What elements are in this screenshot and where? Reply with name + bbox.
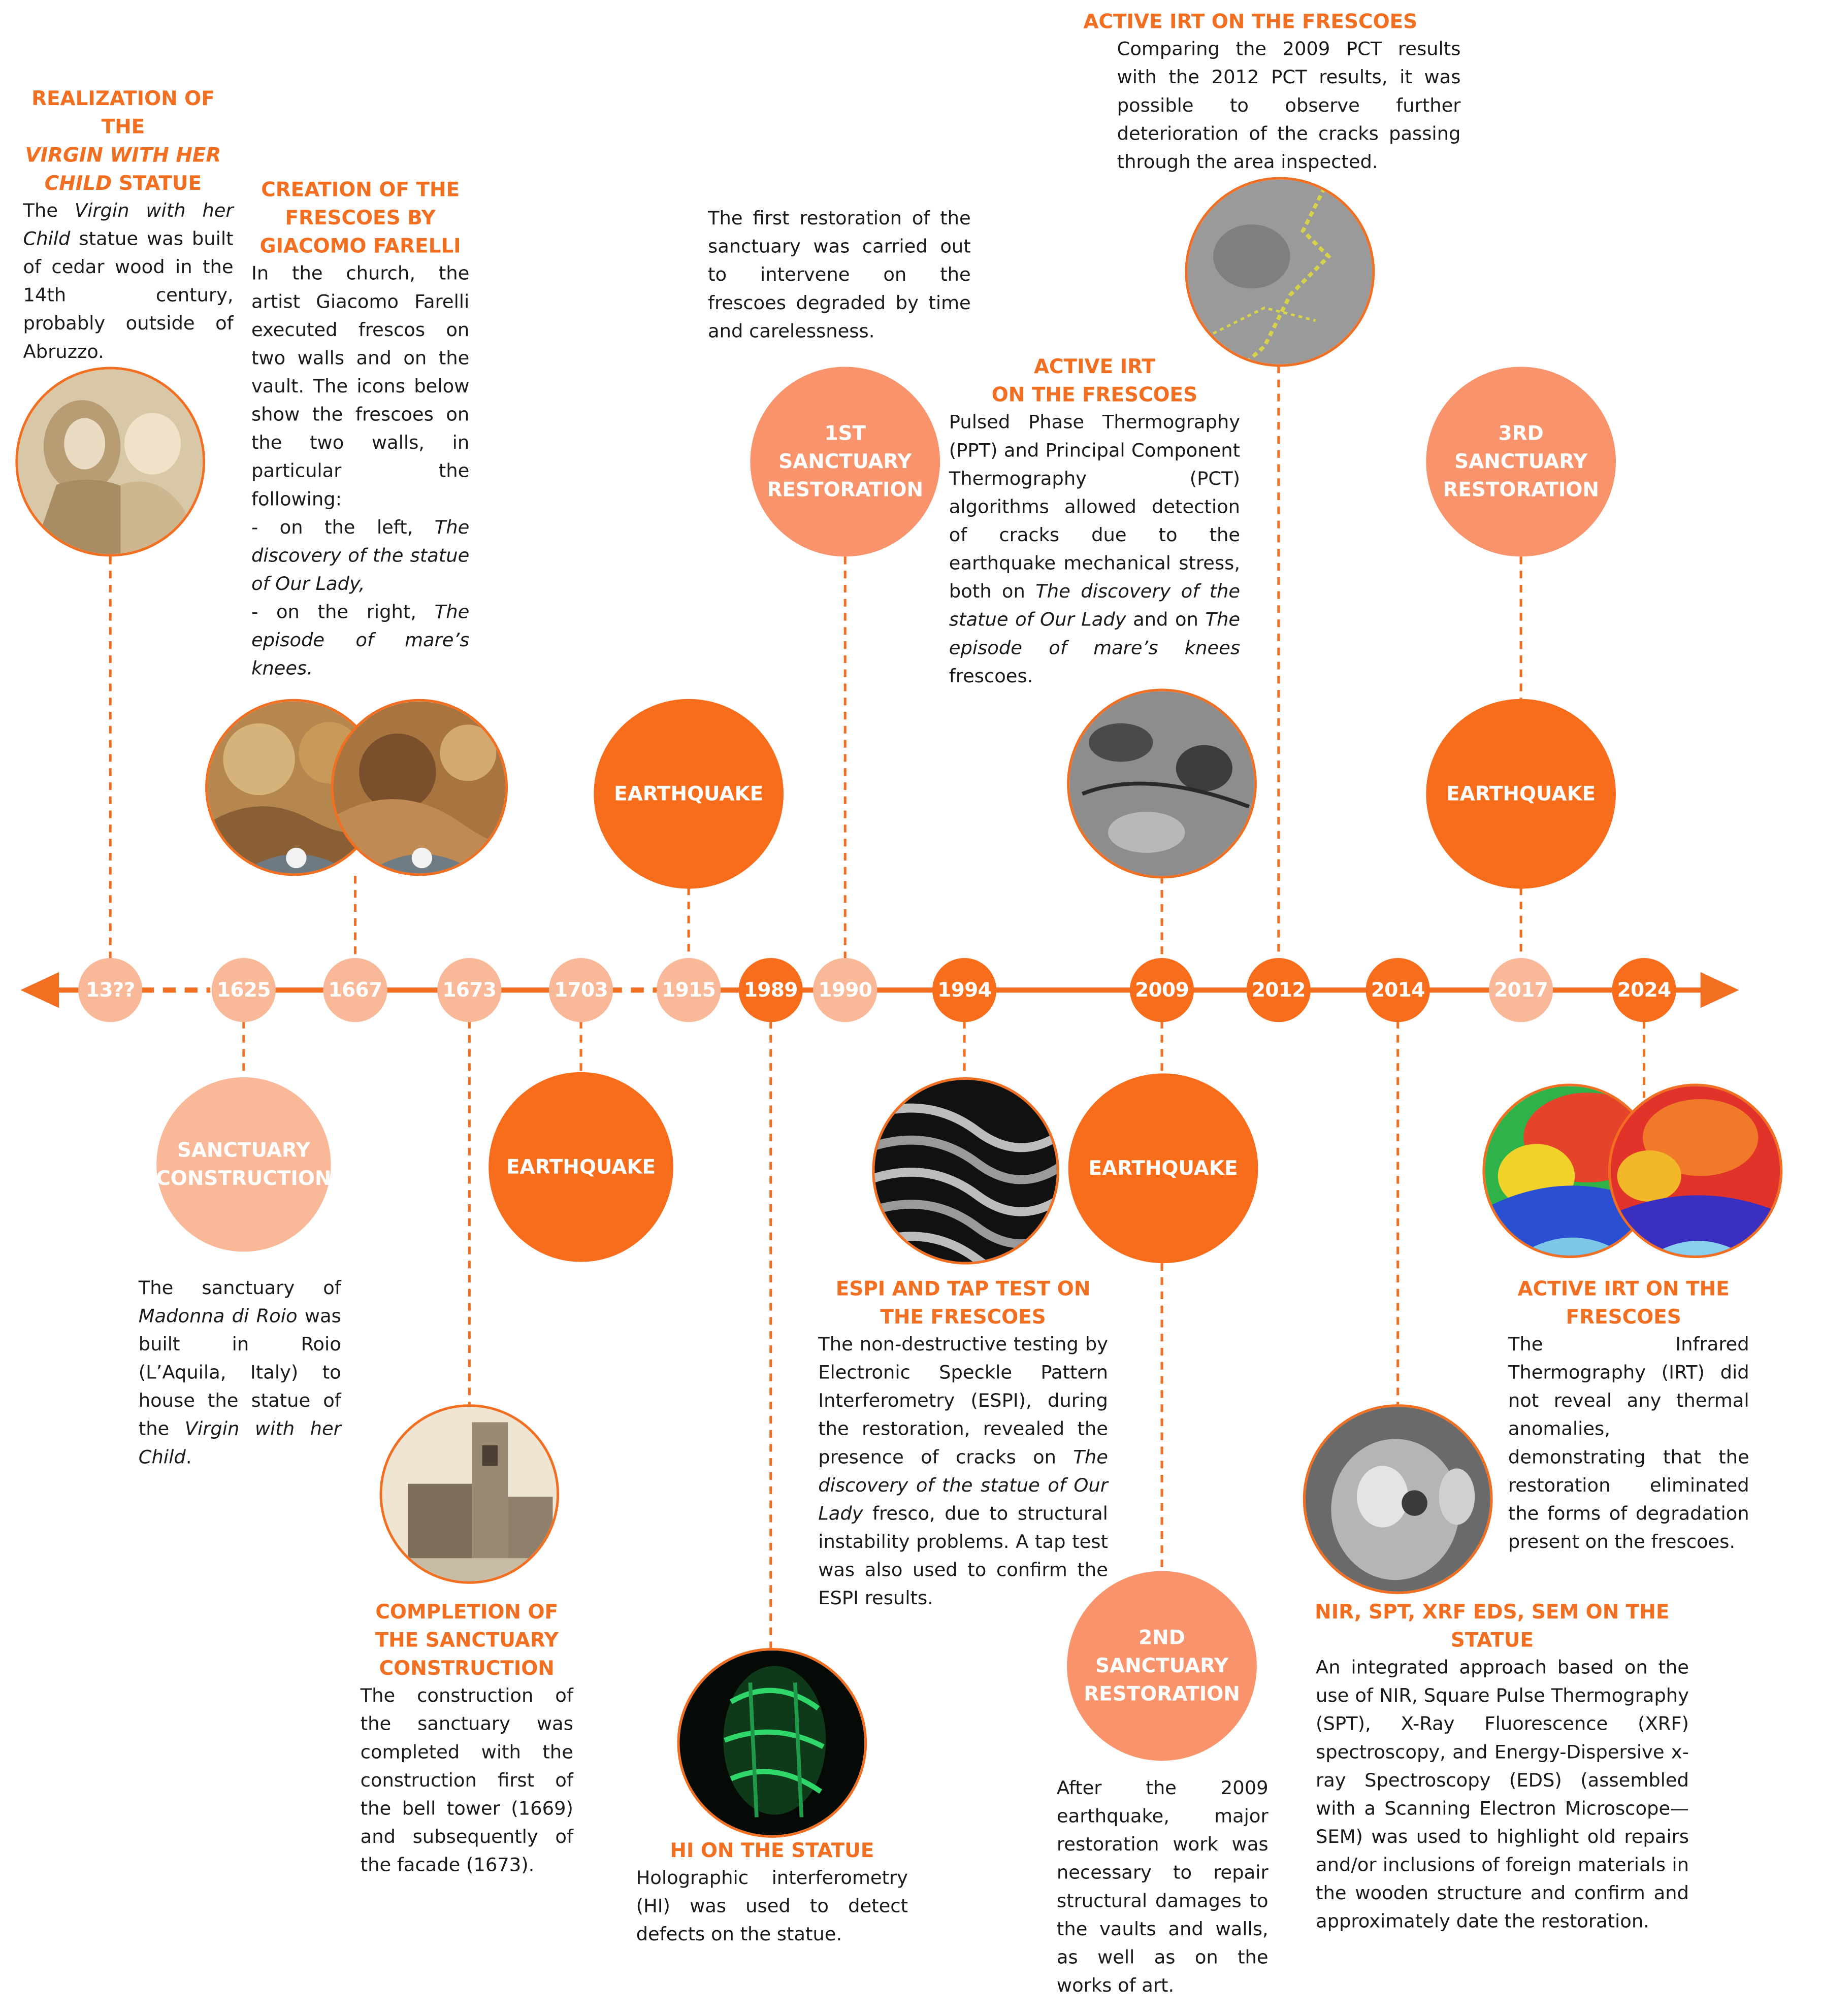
body-part: Pulsed Phase Thermography (PPT) and Principal Component Thermography (PCT) algorithms allowed detection of cracks due to the earthquake mechanical stress, both on: [949, 411, 1241, 603]
fresco-mare-knees-photo-icon: [331, 699, 508, 876]
node-sanctuary-construction: [156, 1077, 331, 1252]
year-1625: [212, 958, 276, 1022]
year-label: 1667: [328, 978, 382, 1002]
arrow-left-icon: [20, 972, 59, 1008]
year-label: 2014: [1371, 978, 1425, 1002]
year-label: 1625: [216, 978, 271, 1002]
node-label: EARTHQUAKE: [1446, 782, 1596, 806]
event-body: The first restoration of the sanctuary was carried out to intervene on the frescoes degraded by time and carelessness.: [708, 208, 971, 343]
pct-2009-photo-icon: [1067, 689, 1257, 879]
year-1990: [813, 958, 877, 1022]
year-2014: [1366, 958, 1430, 1022]
event-restoration-2: [1057, 1775, 1269, 2001]
node-label: 1ST SANCTUARY RESTORATION: [767, 422, 924, 502]
body-part: The discovery of the statue of Our Lady: [818, 1446, 1108, 1525]
year-1994: [932, 958, 996, 1022]
event-body: [818, 1331, 1108, 1613]
heading-part: CHILD: [44, 172, 112, 195]
event-irt-2024: [1470, 1275, 1777, 1557]
body-part: The non-destructive testing by Electronic Speckle Pattern Interferometry (ESPI), during the restoration, revealed the presence of cracks on: [818, 1334, 1108, 1469]
event-body: The Infrared Thermography (IRT) did not reveal any thermal anomalies, demonstrating that the restoration eliminated the forms of degradation present on the frescoes.: [1508, 1334, 1749, 1554]
body-part: The episode of mare’s knees: [949, 609, 1241, 659]
event-heading: ACTIVE IRT ON THE FRESCOES: [1517, 1277, 1730, 1329]
arrow-right-icon: [1701, 972, 1739, 1008]
body-part: .: [185, 1446, 192, 1469]
year-1667: [323, 958, 387, 1022]
body-part: - on the left,: [251, 517, 435, 539]
event-body: After the 2009 earthquake, major restoration work was necessary to repair structural damages to the vaults and walls, as well as on the works of art.: [1056, 1777, 1269, 1997]
event-irt-2012: [1083, 8, 1461, 177]
heading-part: ON THE FRESCOES: [991, 383, 1198, 407]
node-label: 3RD SANCTUARY RESTORATION: [1443, 422, 1599, 502]
year-label: 2012: [1251, 978, 1306, 1002]
heading-part: ACTIVE IRT: [1033, 355, 1155, 379]
body-part: Madonna di Roio: [138, 1305, 298, 1328]
body-part: The discovery of the statue of Our Lady: [949, 581, 1241, 631]
year-label: 1994: [937, 978, 992, 1002]
body-part: was built in Roio (L’Aquila, Italy) to house the statue of the: [138, 1305, 341, 1440]
event-body: Holographic interferometry (HI) was used to detect defects on the statue.: [636, 1867, 908, 1946]
event-body: [251, 260, 469, 684]
year-label: 2024: [1617, 978, 1671, 1002]
body-part: The sanctuary of: [138, 1277, 341, 1299]
year-1989: [739, 958, 803, 1022]
hologram-photo-icon: [677, 1648, 867, 1838]
node-earthquake-1703: [489, 1072, 673, 1262]
year-2012: [1247, 958, 1311, 1022]
body-part: The discovery of the statue of Our Lady,: [251, 517, 470, 596]
event-statue: [13, 85, 233, 367]
node-label: SANCTUARY CONSTRUCTION: [156, 1139, 332, 1191]
year-label: 1703: [554, 978, 608, 1002]
year-2009: [1130, 958, 1194, 1022]
event-hi: [636, 1836, 908, 1949]
body-part: Virgin with her Child: [138, 1418, 341, 1469]
heading-part: REALIZATION OF THE: [31, 87, 215, 139]
body-part: Virgin with her Child: [23, 200, 234, 250]
year-label: 1990: [818, 978, 872, 1002]
event-frescoes: [251, 176, 469, 683]
node-label: EARTHQUAKE: [1088, 1156, 1238, 1180]
year-2017: [1489, 958, 1553, 1022]
event-body: The construction of the sanctuary was completed with the construction first of the bell tower (1669) and subsequently of the facade (1673).: [360, 1685, 573, 1876]
year-1915: [657, 958, 721, 1022]
year-1703: [549, 958, 613, 1022]
event-construction: [139, 1275, 341, 1472]
body-part: fresco, due to structural instability problems. A tap test was also used to confirm the ESPI results.: [818, 1503, 1108, 1610]
event-heading: [13, 85, 233, 197]
event-nir: [1295, 1598, 1689, 1937]
body-part: statue was built of cedar wood in the 14th century, probably outside of Abruzzo.: [23, 228, 234, 363]
year-label: 1915: [662, 978, 716, 1002]
sanctuary-building-photo-icon: [380, 1404, 560, 1584]
node-restoration-1: [750, 367, 940, 556]
event-heading: [949, 353, 1240, 409]
body-part: The: [23, 200, 75, 222]
node-label: 2ND SANCTUARY RESTORATION: [1084, 1626, 1240, 1706]
event-heading: ACTIVE IRT ON THE FRESCOES: [1083, 10, 1418, 34]
node-label: EARTHQUAKE: [506, 1155, 656, 1179]
pct-2012-photo-icon: [1185, 177, 1375, 367]
heading-part: STATUE: [112, 172, 202, 195]
event-irt-2009: [949, 353, 1240, 691]
event-espi: [818, 1275, 1108, 1613]
event-body: [949, 409, 1240, 691]
espi-speckle-photo-icon: [872, 1077, 1059, 1265]
node-label: EARTHQUAKE: [614, 782, 764, 806]
year-label: 1673: [442, 978, 497, 1002]
node-earthquake-2009: [1068, 1073, 1258, 1263]
event-heading: COMPLETION OF THE SANCTUARY CONSTRUCTION: [375, 1600, 559, 1680]
year-label: 13??: [85, 978, 135, 1002]
body-part: The episode of mare’s knees.: [251, 601, 470, 680]
body-part: frescoes.: [949, 666, 1033, 687]
year-1673: [437, 958, 501, 1022]
statue-photo-icon: [15, 367, 205, 556]
heading-part: VIRGIN WITH HER: [25, 143, 221, 167]
irt-2024-right-photo-icon: [1608, 1084, 1782, 1259]
year-2024: [1612, 958, 1676, 1022]
event-heading: ESPI AND TAP TEST ON THE FRESCOES: [835, 1277, 1091, 1329]
event-heading: HI ON THE STATUE: [670, 1839, 874, 1862]
body-part: and on: [1126, 609, 1206, 631]
event-completion: [361, 1598, 573, 1880]
year-label: 1989: [743, 978, 798, 1002]
node-restoration-3: [1426, 367, 1616, 556]
event-restoration-1: [708, 205, 971, 346]
year-label: 2017: [1494, 978, 1548, 1002]
event-heading: NIR, SPT, XRF EDS, SEM ON THE STATUE: [1315, 1600, 1670, 1652]
event-body: [23, 197, 233, 367]
body-part: - on the right,: [251, 601, 435, 623]
event-heading: CREATION OF THE FRESCOES BY GIACOMO FARELLI: [259, 178, 461, 258]
event-body: [139, 1275, 341, 1472]
node-earthquake-1915: [594, 699, 784, 889]
event-body: Comparing the 2009 PCT results with the 2012 PCT results, it was possible to observe further deterioration of the cracks passing through the area inspected.: [1117, 38, 1461, 174]
nir-statue-photo-icon: [1303, 1404, 1493, 1594]
body-part: In the church, the artist Giacomo Farelli executed frescos on two walls and on the vault. The icons below show the frescoes on the two walls, in particular the following:: [251, 262, 470, 511]
node-earthquake-2017: [1426, 699, 1616, 889]
event-body: An integrated approach based on the use of NIR, Square Pulse Thermography (SPT), X-Ray Fluorescence (XRF) spectroscopy, and Energy-Dispersive x-ray Spectroscopy (EDS) (assembled with a Scanning Electron Microscope—SEM) was used to highlight old repairs and/or inclusions of foreign materials in the wooden structure and confirm and approximately date the restoration.: [1316, 1657, 1689, 1933]
year-13xx: [78, 958, 142, 1022]
year-label: 2009: [1135, 978, 1189, 1002]
